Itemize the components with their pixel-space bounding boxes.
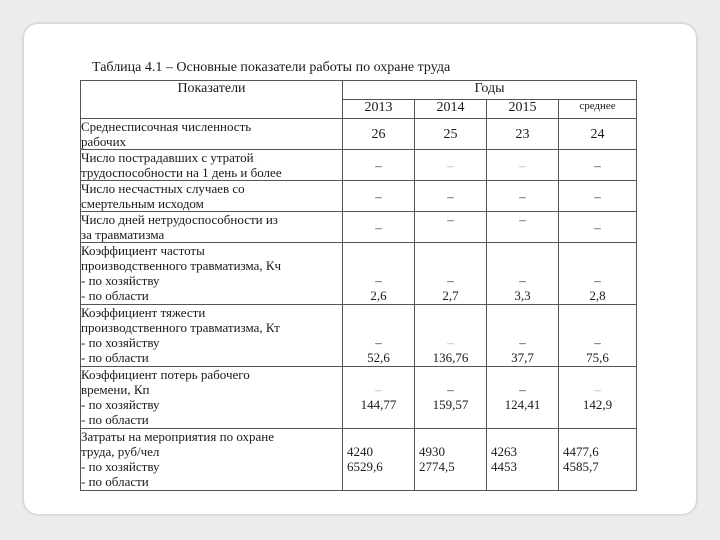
cell-average: – <box>559 212 637 243</box>
table-row <box>81 150 637 181</box>
cell-average: 24 <box>559 119 637 150</box>
cell-2014: 4930 2774,5 <box>415 429 487 491</box>
cell-average: – 75,6 <box>559 305 637 367</box>
cell-2014: – 136,76 <box>415 305 487 367</box>
row-label: Затраты на мероприятия по охране труда, руб/чел - по хозяйству - по области <box>81 429 343 491</box>
table-row <box>81 181 637 212</box>
cell-2014: – 2,7 <box>415 243 487 305</box>
table-caption: Таблица 4.1 – Основные показатели работы по охране труда <box>92 60 451 75</box>
cell-average: – <box>559 150 637 181</box>
table-row <box>81 305 637 367</box>
header-year-2015: 2015 <box>487 100 559 119</box>
cell-2014: 25 <box>415 119 487 150</box>
table-row <box>81 212 637 243</box>
cell-2015: – <box>487 181 559 212</box>
cell-2014: – <box>415 212 487 243</box>
row-label: Число несчастных случаев со смертельным исходом <box>81 181 343 212</box>
table-row <box>81 429 637 491</box>
cell-2015: 23 <box>487 119 559 150</box>
table-row <box>81 243 637 305</box>
row-label: Коэффициент тяжести производственного травматизма, Кт - по хозяйству - по области <box>81 305 343 367</box>
row-label: Коэффициент частоты производственного травматизма, Кч - по хозяйству - по области <box>81 243 343 305</box>
cell-average: – 2,8 <box>559 243 637 305</box>
cell-2015: – <box>487 212 559 243</box>
cell-2015: – 3,3 <box>487 243 559 305</box>
cell-average: 4477,6 4585,7 <box>559 429 637 491</box>
header-indicators: Показатели <box>81 81 343 119</box>
cell-average: – <box>559 181 637 212</box>
cell-2013: – 52,6 <box>343 305 415 367</box>
cell-2015: – 124,41 <box>487 367 559 429</box>
cell-2015: – 37,7 <box>487 305 559 367</box>
labor-safety-table <box>80 80 637 491</box>
cell-2014: – <box>415 181 487 212</box>
header-year-2014: 2014 <box>415 100 487 119</box>
cell-2014: – 159,57 <box>415 367 487 429</box>
cell-2013: – <box>343 150 415 181</box>
row-label: Число пострадавших с утратой трудоспособности на 1 день и более <box>81 150 343 181</box>
cell-2014: – <box>415 150 487 181</box>
table-row <box>81 119 637 150</box>
cell-2015: 4263 4453 <box>487 429 559 491</box>
cell-2013: – 144,77 <box>343 367 415 429</box>
header-years: Годы <box>343 81 637 100</box>
row-label: Коэффициент потерь рабочего времени, Кп - по хозяйству - по области <box>81 367 343 429</box>
cell-2013: 4240 6529,6 <box>343 429 415 491</box>
cell-2013: 26 <box>343 119 415 150</box>
row-label: Число дней нетрудоспособности из за травматизма <box>81 212 343 243</box>
header-year-2013: 2013 <box>343 100 415 119</box>
cell-2013: – <box>343 212 415 243</box>
header-average: среднее <box>559 100 637 119</box>
cell-2015: – <box>487 150 559 181</box>
cell-2013: – 2,6 <box>343 243 415 305</box>
cell-2013: – <box>343 181 415 212</box>
cell-average: – 142,9 <box>559 367 637 429</box>
table-row <box>81 367 637 429</box>
row-label: Среднесписочная численность рабочих <box>81 119 343 150</box>
